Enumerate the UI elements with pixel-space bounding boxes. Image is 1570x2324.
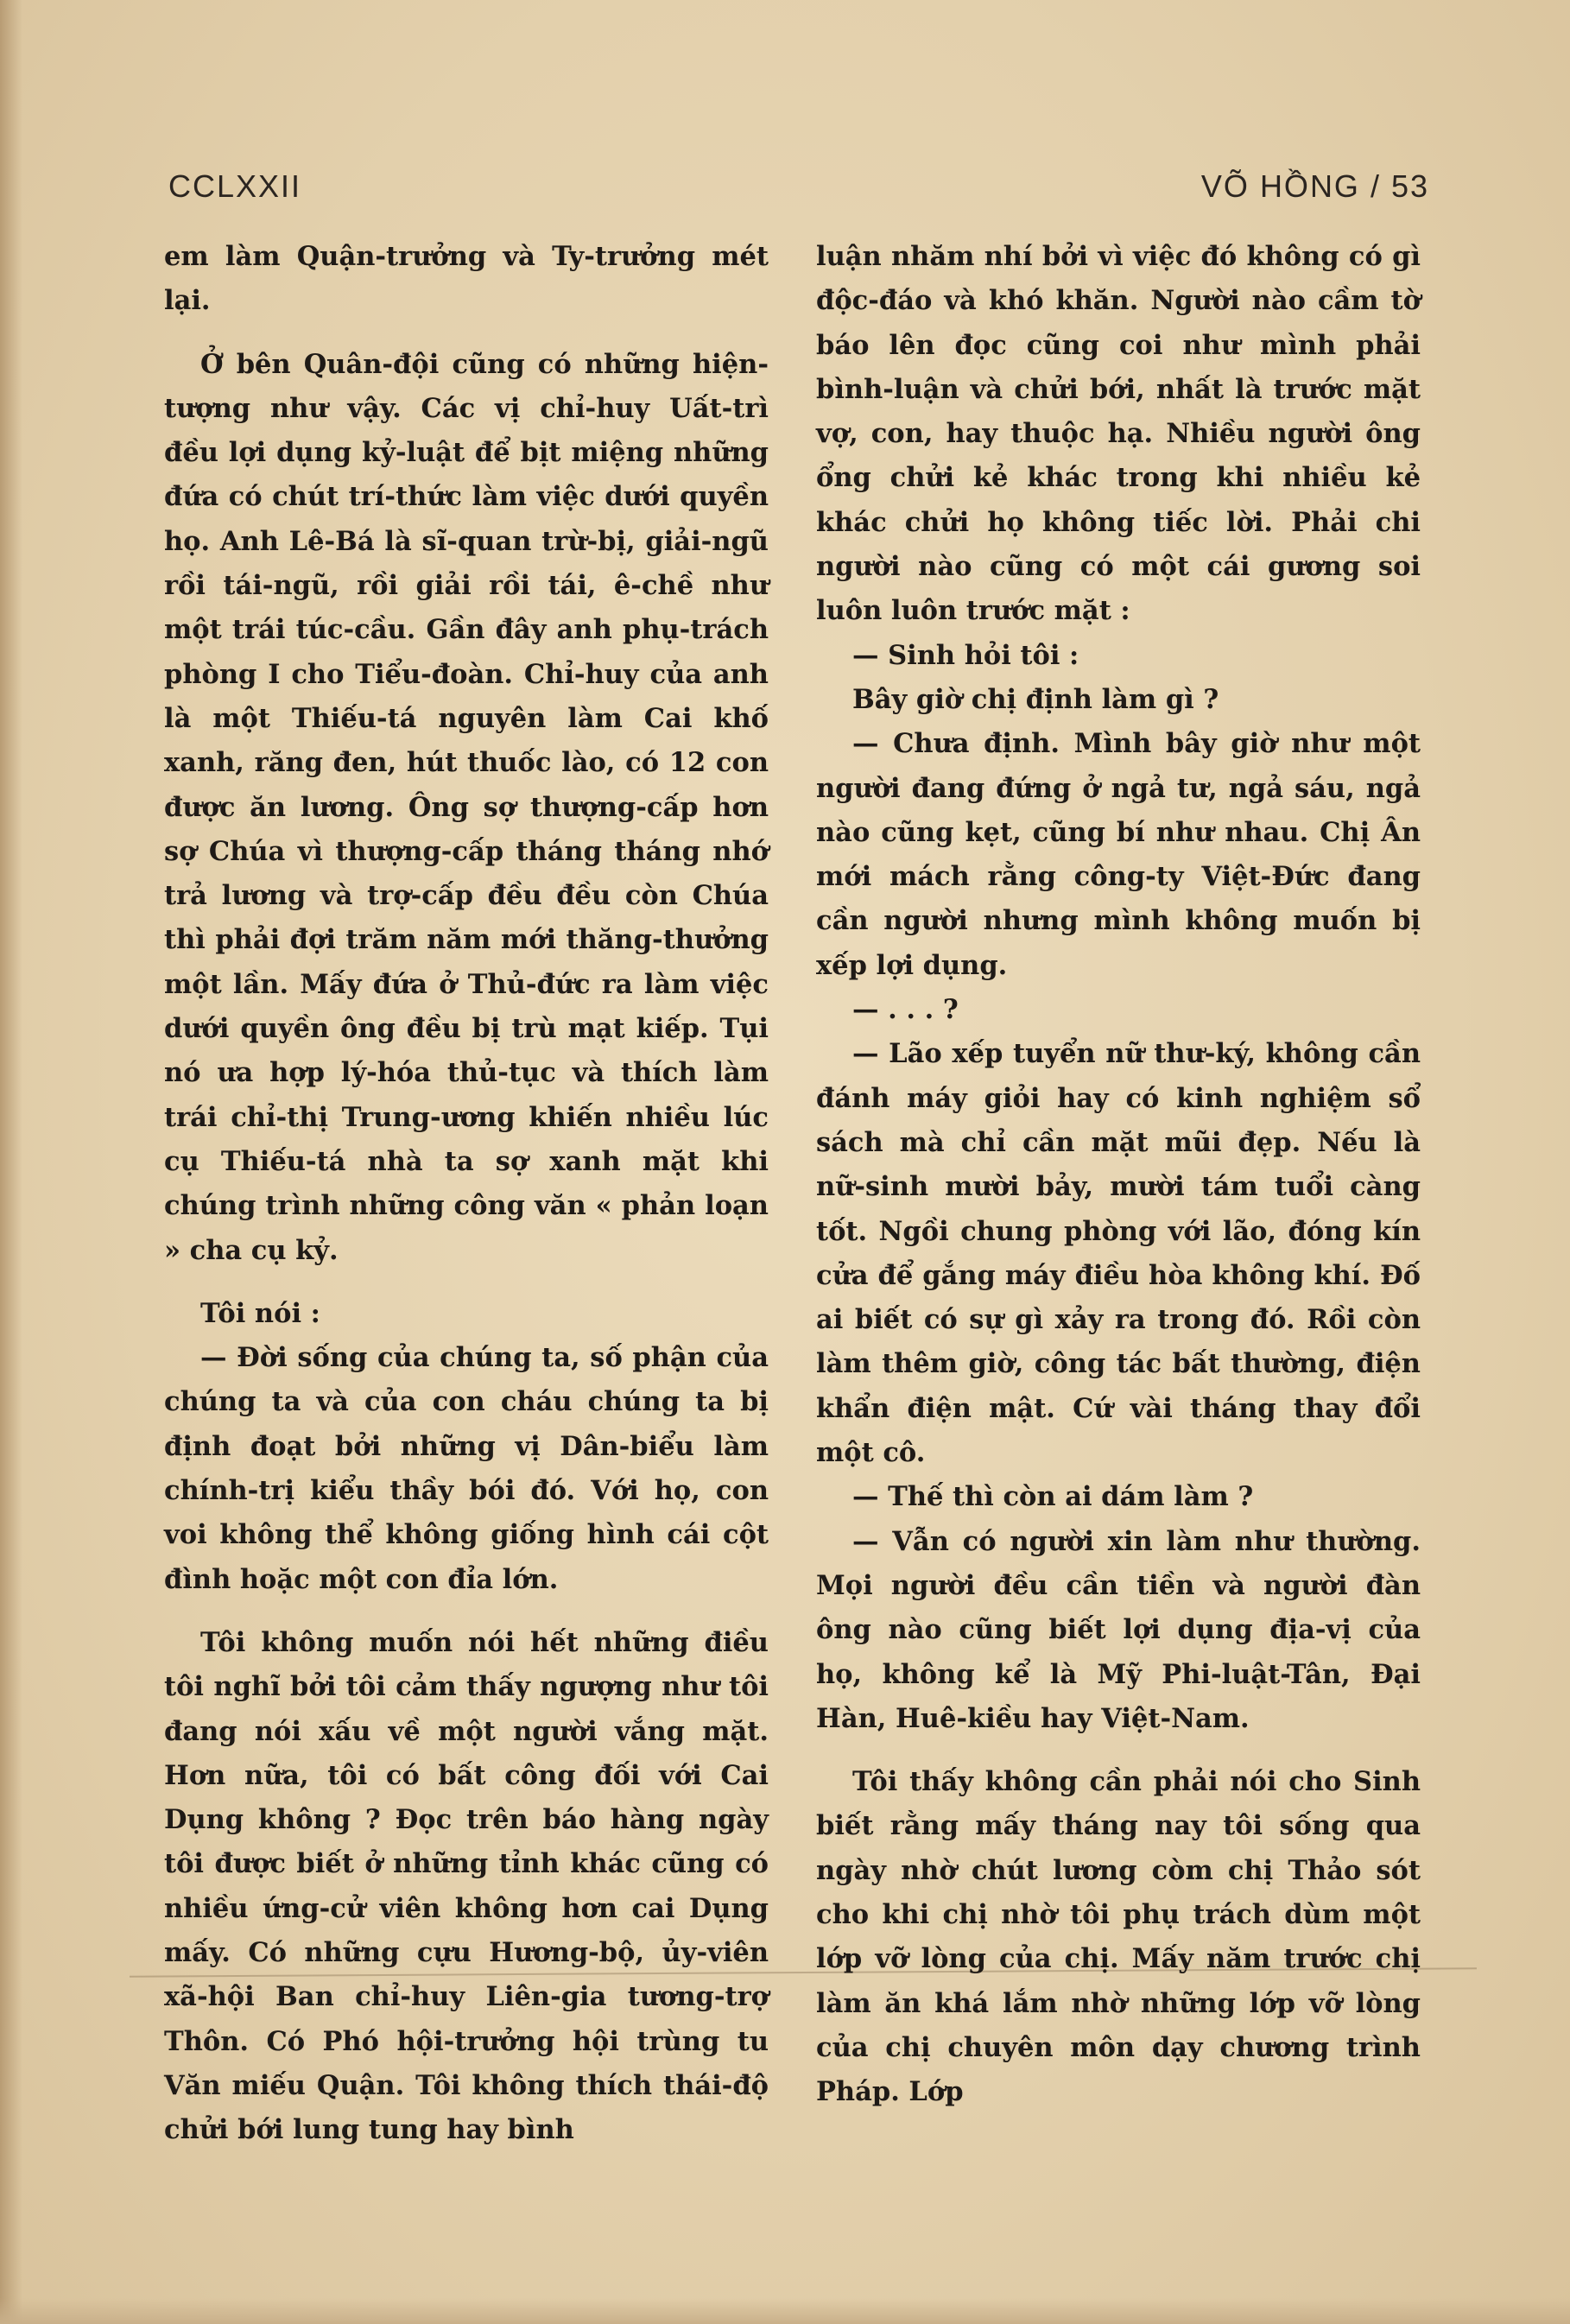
paragraph: Tôi thấy không cần phải nói cho Sinh biết rằng mấy tháng nay tôi sống qua ngày nhờ chút lương còm chị Thảo sót cho khi chị nhờ tôi phụ trách dùm một lớp vỡ lòng của chị. Mấy năm trước chị làm ăn khá lắm nhờ những lớp vỡ lòng của chị chuyên môn dạy chương trình Pháp. Lớp (816, 1766, 1421, 2108)
paragraph: — Thế thì còn ai dám làm ? (852, 1481, 1254, 1513)
page-edge-shadow (0, 0, 22, 2324)
paragraph: — Đời sống của chúng ta, số phận của chúng ta và của con cháu chúng ta bị định đoạt bởi những vị Dân-biểu làm chính-trị kiểu thầy bói đó. Với họ, con voi không thể không giống hình cái cột đình hoặc một con đỉa lớn. (164, 1342, 769, 1595)
paragraph: Ở bên Quân-đội cũng có những hiện-tượng như vậy. Các vị chỉ-huy Uất-trì đều lợi dụng kỷ-luật để bịt miệng những đứa có chút trí-thức làm việc dưới quyền họ. Anh Lê-Bá là sĩ-quan trừ-bị, giải-ngũ rồi tái-ngũ, rồi giải rồi tái, ê-chề như một trái túc-cầu. Gần đây anh phụ-trách phòng I cho Tiểu-đoàn. Chỉ-huy của anh là một Thiếu-tá nguyên làm Cai khố xanh, răng đen, hút thuốc lào, có 12 con được ăn lương. Ông sợ thượng-cấp hơn sợ Chúa vì thượng-cấp tháng tháng nhớ trả lương và trợ-cấp đều đều còn Chúa thì phải đợi trăm năm mới thăng-thưởng một lần. Mấy đứa ở Thủ-đức ra làm việc dưới quyền ông đều bị trù mạt kiếp. Tụi nó ưa hợp lý-hóa thủ-tục và thích làm trái chỉ-thị Trung-ương khiến nhiều lúc cụ Thiếu-tá nhà ta sợ xanh mặt khi chúng trình những công văn « phản loạn » cha cụ kỷ. (164, 348, 769, 1266)
running-header (168, 168, 1429, 217)
right-column (816, 235, 1421, 2114)
paragraph: em làm Quận-trưởng và Ty-trưởng mét lại. (164, 241, 769, 317)
paragraph: Tôi không muốn nói hết những điều tôi nghĩ bởi tôi cảm thấy ngượng như tôi đang nói xấu về một người vắng mặt. Hơn nữa, tôi có bất công đối với Cai Dụng không ? Đọc trên báo hàng ngày tôi được biết ở những tỉnh khác cũng có nhiều ứng-cử viên không hơn cai Dụng mấy. Có những cựu Hương-bộ, ủy-viên xã-hội Ban chỉ-huy Liên-gia tương-trợ Thôn. Có Phó hội-trưởng hội trùng tu Văn miếu Quận. Tôi không thích thái-độ chửi bới lung tung hay bình (164, 1626, 769, 2146)
paragraph: — Chưa định. Mình bây giờ như một người đang đứng ở ngả tư, ngả sáu, ngả nào cũng kẹt, cũng bí như nhau. Chị Ân mới mách rằng công-ty Việt-Đức đang cần người nhưng mình không muốn bị xếp lợi dụng. (816, 728, 1421, 981)
left-column (164, 235, 769, 2152)
paragraph: luận nhăm nhí bởi vì việc đó không có gì độc-đáo và khó khăn. Người nào cầm tờ báo lên đọc cũng coi như mình phải bình-luận và chửi bới, nhất là trước mặt vợ, con, hay thuộc hạ. Nhiều người ông ổng chửi kẻ khác trong khi nhiều kẻ khác chửi họ không tiếc lời. Phải chi người nào cũng có một cái gương soi luôn luôn trước mặt : (816, 241, 1421, 627)
paragraph: Tôi nói : (200, 1297, 320, 1329)
page-bottom-edge (0, 2298, 1570, 2324)
paragraph: — . . . ? (852, 994, 959, 1026)
paragraph: — Lão xếp tuyển nữ thư-ký, không cần đánh máy giỏi hay có kinh nghiệm sổ sách mà chỉ cần mặt mũi đẹp. Nếu là nữ-sinh mười bảy, mười tám tuổi càng tốt. Ngồi chung phòng với lão, đóng kín cửa để gắng máy điều hòa không khí. Đố ai biết có sự gì xảy ra trong đó. Rồi còn làm thêm giờ, công tác bất thường, điện khẩn điện mật. Cứ vài tháng thay đổi một cô. (816, 1038, 1421, 1469)
paragraph: — Vẫn có người xin làm như thường. Mọi người đều cần tiền và người đàn ông nào cũng biết lợi dụng địa-vị của họ, không kể là Mỹ Phi-luật-Tân, Đại Hàn, Huê-kiều hay Việt-Nam. (816, 1525, 1421, 1734)
paragraph: Bây giờ chị định làm gì ? (852, 683, 1219, 715)
paragraph: — Sinh hỏi tôi : (852, 639, 1079, 671)
author-page-number: VÕ HỒNG / 53 (1200, 168, 1429, 204)
issue-number: CCLXXII (168, 168, 302, 204)
